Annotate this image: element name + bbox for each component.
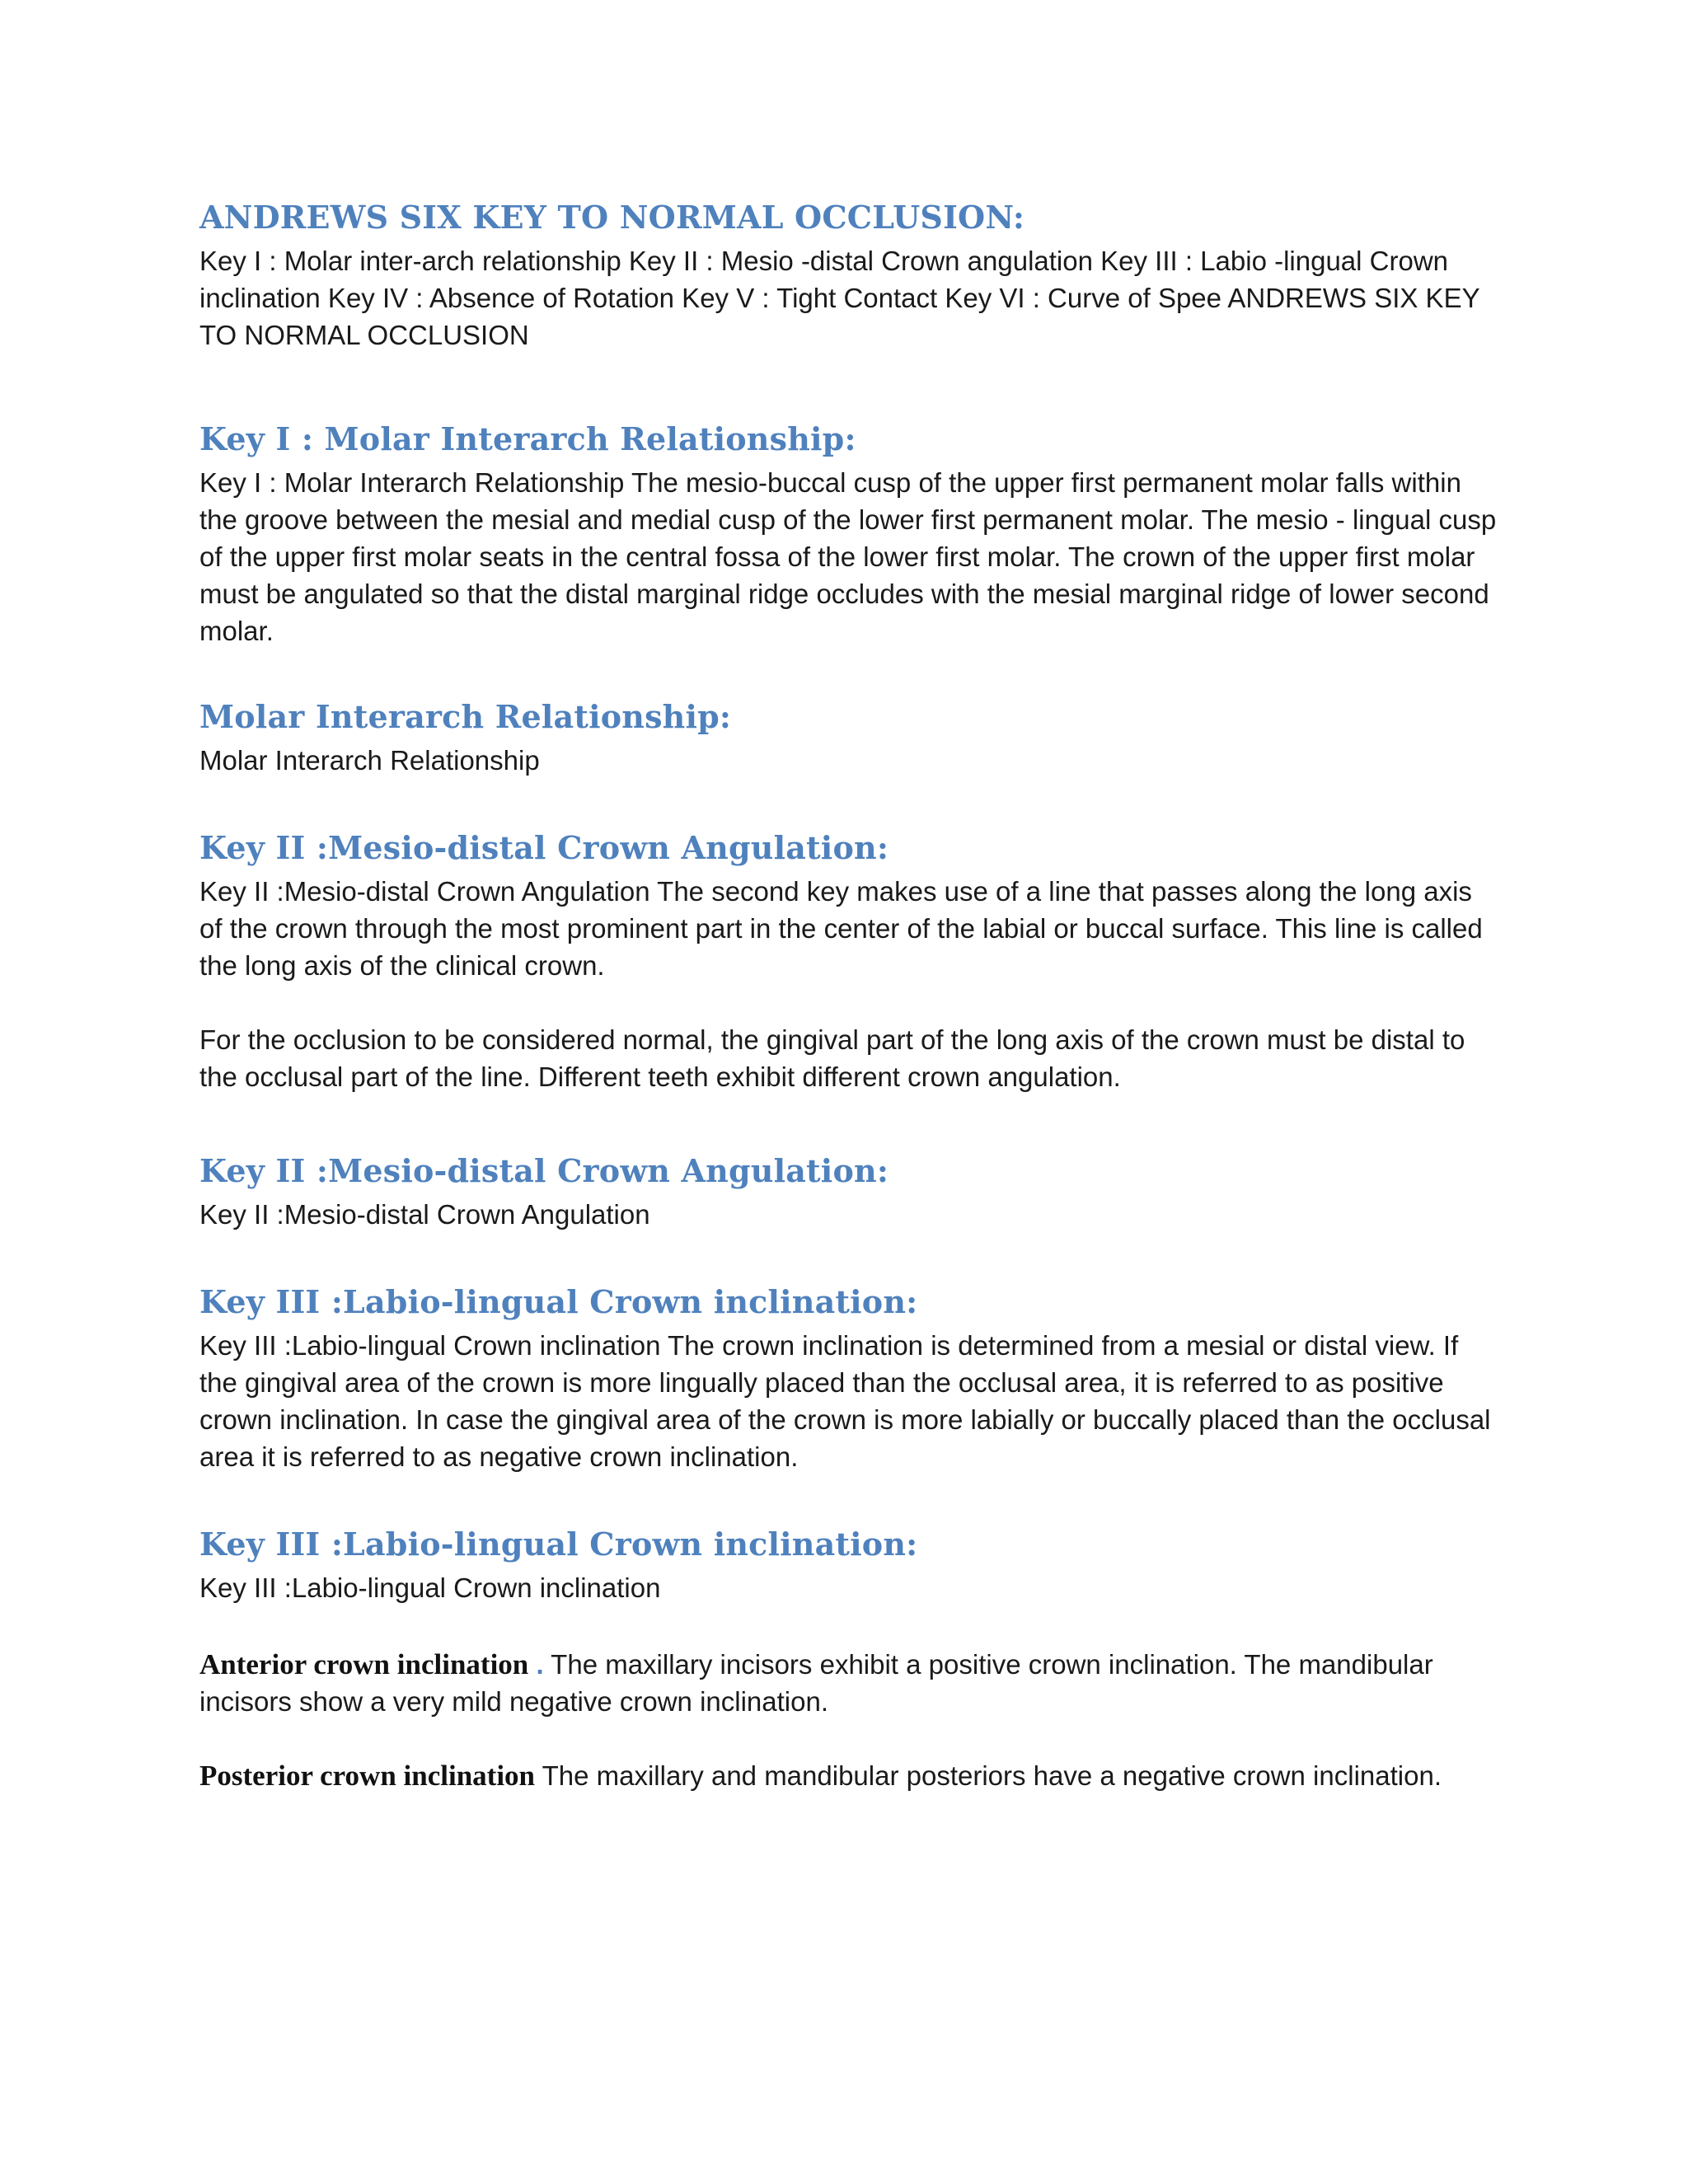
anterior-crown-inclination-paragraph — [199, 1646, 1502, 1720]
section-heading: Key III :Labio-lingual Crown inclination: — [199, 1283, 918, 1320]
anterior-dot: . — [536, 1649, 544, 1680]
section-heading: Key II :Mesio-distal Crown Angulation: — [199, 1152, 889, 1189]
posterior-crown-inclination-paragraph — [199, 1757, 1502, 1794]
section-heading: Key III :Labio-lingual Crown inclination: — [199, 1526, 918, 1563]
anterior-lead: Anterior crown inclination — [199, 1648, 529, 1680]
section-paragraph: Key I : Molar inter-arch relationship Key II : Mesio -distal Crown angulation Key III : Labio -lingual Crown inclination Key IV : Absence of Rotation Key V : Tight Contact Key VI : Curve of Spee ANDREWS SIX KEY TO NORMAL OCCLUSION — [199, 246, 1479, 350]
section-andrews-six-keys — [199, 198, 1502, 354]
section-paragraph: Key I : Molar Interarch Relationship The mesio-buccal cusp of the upper first permanent molar falls within the groove between the mesial and medial cusp of the lower first permanent molar. The mesio - lingual cusp of the upper first molar seats in the central fossa of the lower first molar. The crown of the upper first molar must be angulated so that the distal marginal ridge occludes with the mesial marginal ridge of lower second molar. — [199, 467, 1497, 646]
section-paragraph: Key III :Labio-lingual Crown inclination — [199, 1572, 661, 1603]
section-key-ii-repeat — [199, 1151, 1502, 1233]
section-paragraph: Molar Interarch Relationship — [199, 745, 540, 776]
section-heading: Key I : Molar Interarch Relationship: — [199, 420, 856, 457]
section-heading: Molar Interarch Relationship: — [199, 698, 732, 735]
posterior-lead: Posterior crown inclination — [199, 1760, 536, 1792]
section-heading: Key II :Mesio-distal Crown Angulation: — [199, 829, 889, 866]
section-paragraph: For the occlusion to be considered normal, the gingival part of the long axis of the crown must be distal to the occlusal part of the line. Different teeth exhibit different crown angulation. — [199, 1024, 1465, 1092]
section-heading: ANDREWS SIX KEY TO NORMAL OCCLUSION: — [199, 199, 1025, 236]
section-paragraph: Key III :Labio-lingual Crown inclination The crown inclination is determined from a mesial or distal view. If the gingival area of the crown is more lingually placed than the occlusal area, it is referred to as positive crown inclination. In case the gingival area of the crown is more labially or buccally placed than the occlusal area it is referred to as negative crown inclination. — [199, 1330, 1491, 1472]
section-molar-interarch — [199, 697, 1502, 779]
section-key-i — [199, 419, 1502, 649]
posterior-text: The maxillary and mandibular posteriors have a negative crown inclination. — [535, 1760, 1442, 1791]
anterior-text: The maxillary incisors exhibit a positive crown inclination. The mandibular incisors show a very mild negative crown inclination. — [199, 1649, 1433, 1717]
section-key-ii — [199, 828, 1502, 1095]
section-key-iii-repeat — [199, 1525, 1502, 1606]
document-content — [199, 198, 1502, 1794]
section-paragraph: Key II :Mesio-distal Crown Angulation The second key makes use of a line that passes along the long axis of the crown through the most prominent part in the center of the labial or buccal surface. This line is called the long axis of the clinical crown. — [199, 876, 1483, 981]
section-key-iii — [199, 1282, 1502, 1475]
section-paragraph: Key II :Mesio-distal Crown Angulation — [199, 1199, 650, 1230]
